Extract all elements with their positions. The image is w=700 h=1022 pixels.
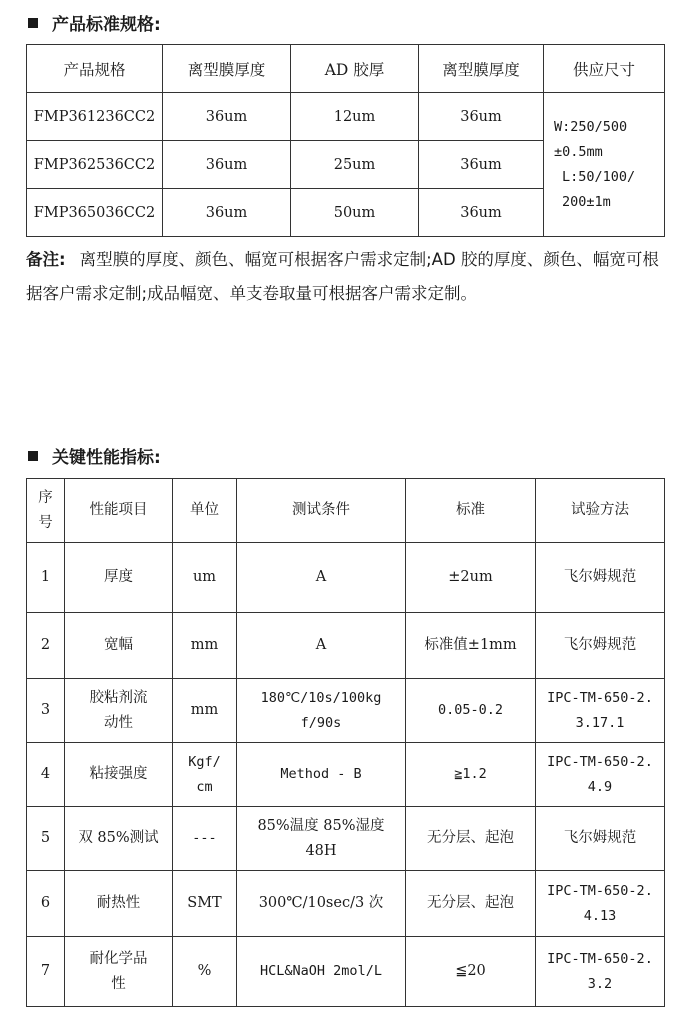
item-cell: 粘接强度 [65,743,173,807]
index-cell: 5 [27,807,65,871]
square-bullet-icon [28,18,38,28]
model-cell: FMP365036CC2 [27,189,163,237]
header-cell: 供应尺寸 [544,45,665,93]
standard-cell: ≦20 [406,937,536,1007]
item-cell: 厚度 [65,543,173,613]
ad-thickness-cell: 50um [291,189,419,237]
unit-cell: Kgf/cm [173,743,237,807]
unit-cell: um [173,543,237,613]
table-row [27,807,665,871]
unit-cell: % [173,937,237,1007]
item-cell: 宽幅 [65,613,173,679]
supply-line: 200±1m [562,193,611,210]
header-cell: 测试条件 [237,479,406,543]
header-cell: 序号 [27,479,65,543]
method-cell: IPC-TM-650-2.3.17.1 [536,679,665,743]
index-cell: 1 [27,543,65,613]
table-row [27,679,665,743]
ad-thickness-cell: 12um [291,93,419,141]
item-cell: 胶粘剂流动性 [65,679,173,743]
header-cell: 离型膜厚度 [163,45,291,93]
table-row [27,613,665,679]
ad-thickness-cell: 25um [291,141,419,189]
note-paragraph [26,243,672,311]
model-cell: FMP362536CC2 [27,141,163,189]
film-thickness-cell: 36um [419,189,544,237]
index-cell: 2 [27,613,65,679]
condition-cell: Method - B [237,743,406,807]
film-thickness-cell: 36um [163,93,291,141]
supply-line: ±0.5mm [554,143,603,160]
header-cell: 离型膜厚度 [419,45,544,93]
header-cell: 标准 [406,479,536,543]
index-cell: 3 [27,679,65,743]
section-title-text: 关键性能指标: [52,448,161,468]
supply-line: W:250/500 [554,118,628,135]
method-cell: 飞尔姆规范 [536,613,665,679]
standard-cell: 无分层、起泡 [406,871,536,937]
section-title-spec [28,10,161,35]
header-cell: 单位 [173,479,237,543]
table-row [27,871,665,937]
index-cell: 7 [27,937,65,1007]
index-cell: 6 [27,871,65,937]
table-header-row [27,45,665,93]
unit-cell: --- [173,807,237,871]
item-cell: 耐化学品性 [65,937,173,1007]
header-cell: 产品规格 [27,45,163,93]
note-text: 离型膜的厚度、颜色、幅宽可根据客户需求定制;AD 胶的厚度、颜色、幅宽可根据客户需求定制;成品幅宽、单支卷取量可根据客户需求定制。 [26,250,659,303]
supply-line: L:50/100/ [562,168,636,185]
supply-size-cell [544,93,665,237]
film-thickness-cell: 36um [419,93,544,141]
performance-table [26,478,665,1007]
condition-cell: A [237,613,406,679]
index-cell: 4 [27,743,65,807]
method-cell: IPC-TM-650-2.4.9 [536,743,665,807]
condition-cell: 85%温度 85%湿度 48H [237,807,406,871]
table-row [27,743,665,807]
condition-cell: A [237,543,406,613]
spec-table [26,44,665,237]
item-cell: 双 85%测试 [65,807,173,871]
unit-cell: SMT [173,871,237,937]
film-thickness-cell: 36um [163,189,291,237]
unit-cell: mm [173,679,237,743]
model-cell: FMP361236CC2 [27,93,163,141]
standard-cell: 标准值±1mm [406,613,536,679]
table-row [27,543,665,613]
condition-cell: HCL&NaOH 2mol/L [237,937,406,1007]
section-title-performance [28,443,161,468]
unit-cell: mm [173,613,237,679]
standard-cell: 无分层、起泡 [406,807,536,871]
header-cell: AD 胶厚 [291,45,419,93]
method-cell: 飞尔姆规范 [536,543,665,613]
film-thickness-cell: 36um [163,141,291,189]
item-cell: 耐热性 [65,871,173,937]
square-bullet-icon [28,451,38,461]
condition-cell: 300℃/10sec/3 次 [237,871,406,937]
table-row [27,937,665,1007]
method-cell: IPC-TM-650-2.3.2 [536,937,665,1007]
table-header-row [27,479,665,543]
standard-cell: ±2um [406,543,536,613]
condition-cell: 180℃/10s/100kgf/90s [237,679,406,743]
section-title-text: 产品标准规格: [52,15,161,35]
header-cell: 性能项目 [65,479,173,543]
method-cell: IPC-TM-650-2.4.13 [536,871,665,937]
table-row [27,93,665,141]
method-cell: 飞尔姆规范 [536,807,665,871]
note-label: 备注: [26,250,66,269]
standard-cell: ≧1.2 [406,743,536,807]
standard-cell: 0.05-0.2 [406,679,536,743]
header-cell: 试验方法 [536,479,665,543]
film-thickness-cell: 36um [419,141,544,189]
